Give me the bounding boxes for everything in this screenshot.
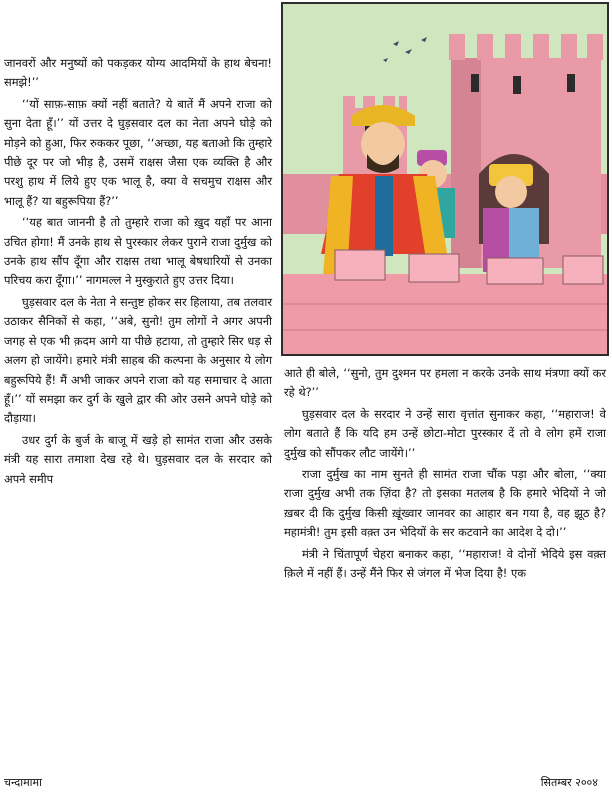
paragraph: ‘‘यों साफ़-साफ़ क्यों नहीं बताते? ये बातें मैं अपने राजा को सुना देता हूँ।’’ यों उत्तर दे घुड़सवार दल का नेता अपने घोड़े को मोड़ने को हुआ, फिर रुककर पूछा, ‘‘अच्छा, यह बताओ कि तुम्हारे पीछे दूर पर जो भीड़ है, उसमें राक्षस जैसा एक व्यक्ति है और परशु हाथ में लिये हुए एक भालू है, क्या वे सचमुच राक्षस और भालू हैं? या बहुरूपिया हैं?’’ [4,96,273,208]
paragraph: जानवरों और मनुष्यों को पकड़कर योग्य आदमियों के हाथ बेचना! समझे!’’ [4,56,272,90]
paragraph: घुड़सवार दल के नेता ने सन्तुष्ट होकर सर हिलाया, तब तलवार उठाकर सैनिकों से कहा, ‘‘अबे, सुनो! तुम लोगों ने अगर अपनी जगह से एक भी क़दम आगे या पीछे हटाया, तो तुम्हारे सिर धड़ से अलग हो जायेंगे। हमारे मंत्री साहब की कल्पना के अनुसार ये लोग बहुरूपिये हैं! मैं अभी जाकर अपने राजा को यह समाचार दे आता हूँ।’’ यों समझा कर दुर्ग के खुले द्वार की ओर उसने अपने घोड़े को दौड़ाया। [4,294,272,426]
paragraph: ‘‘यह बात जाननी है तो तुम्हारे राजा को ख़ुद यहाँ पर आना उचित होगा! मैं उनके हाथ से पुरस्कार लेकर पुराने राजा दुर्मुख को उनके हाथ सौंप दूँगा और राक्षस तथा भालू बेषधारियों से उनका परिचय करा दूँगा।’’ नागमल्ल ने मुस्कुराते हुए उत्तर दिया। [4,215,272,288]
left-text-column [4,54,272,491]
story-illustration [281,2,609,356]
paragraph: आते ही बोले, ‘‘सुनो, तुम दुश्मन पर हमला न करके उनके साथ मंत्रणा क्यों कर रहे थे?’’ [284,366,606,400]
castle-scene-image [283,4,607,354]
paragraph: राजा दुर्मुख का नाम सुनते ही सामंत राजा चौंक पड़ा और बोला, ‘‘क्या राजा दुर्मुख अभी तक ज़िंदा है? तो इसका मतलब है कि हमारे भेदियों ने जो ख़बर दी कि दुर्मुख किसी ख़ूंख्वार जानवर का आहार बन गया है, वह झूठ है? महामंत्री! तुम इसी वक़्त उन भेदियों के सर कटवाने का आदेश दे दो।’’ [284,467,606,540]
issue-date-footer: सितम्बर २००४ [540,776,598,789]
paragraph: मंत्री ने चिंतापूर्ण चेहरा बनाकर कहा, ‘‘महाराज! वे दोनों भेदिये इस वक़्त क़िले में नहीं हैं। उन्हें मैंने फिर से जंगल में भेज दिया है! एक [284,546,606,581]
paragraph: उधर दुर्ग के बुर्ज के बाजू में खड़े हो सामंत राजा और उसके मंत्री यह सारा तमाशा देख रहे थे। घुड़सवार दल के सरदार को अपने समीप [4,432,272,486]
right-text-column [284,364,606,585]
paragraph: घुड़सवार दल के सरदार ने उन्हें सारा वृत्तांत सुनाकर कहा, ‘‘महाराज! वे लोग बताते हैं कि यदि हम उन्हें छोटा-मोटा पुरस्कार दें तो वे लोग हमें राजा दुर्मुख को सौंपकर लौट जायेंगे।’’ [284,406,606,460]
magazine-name-footer: चन्दामामा [4,776,42,789]
